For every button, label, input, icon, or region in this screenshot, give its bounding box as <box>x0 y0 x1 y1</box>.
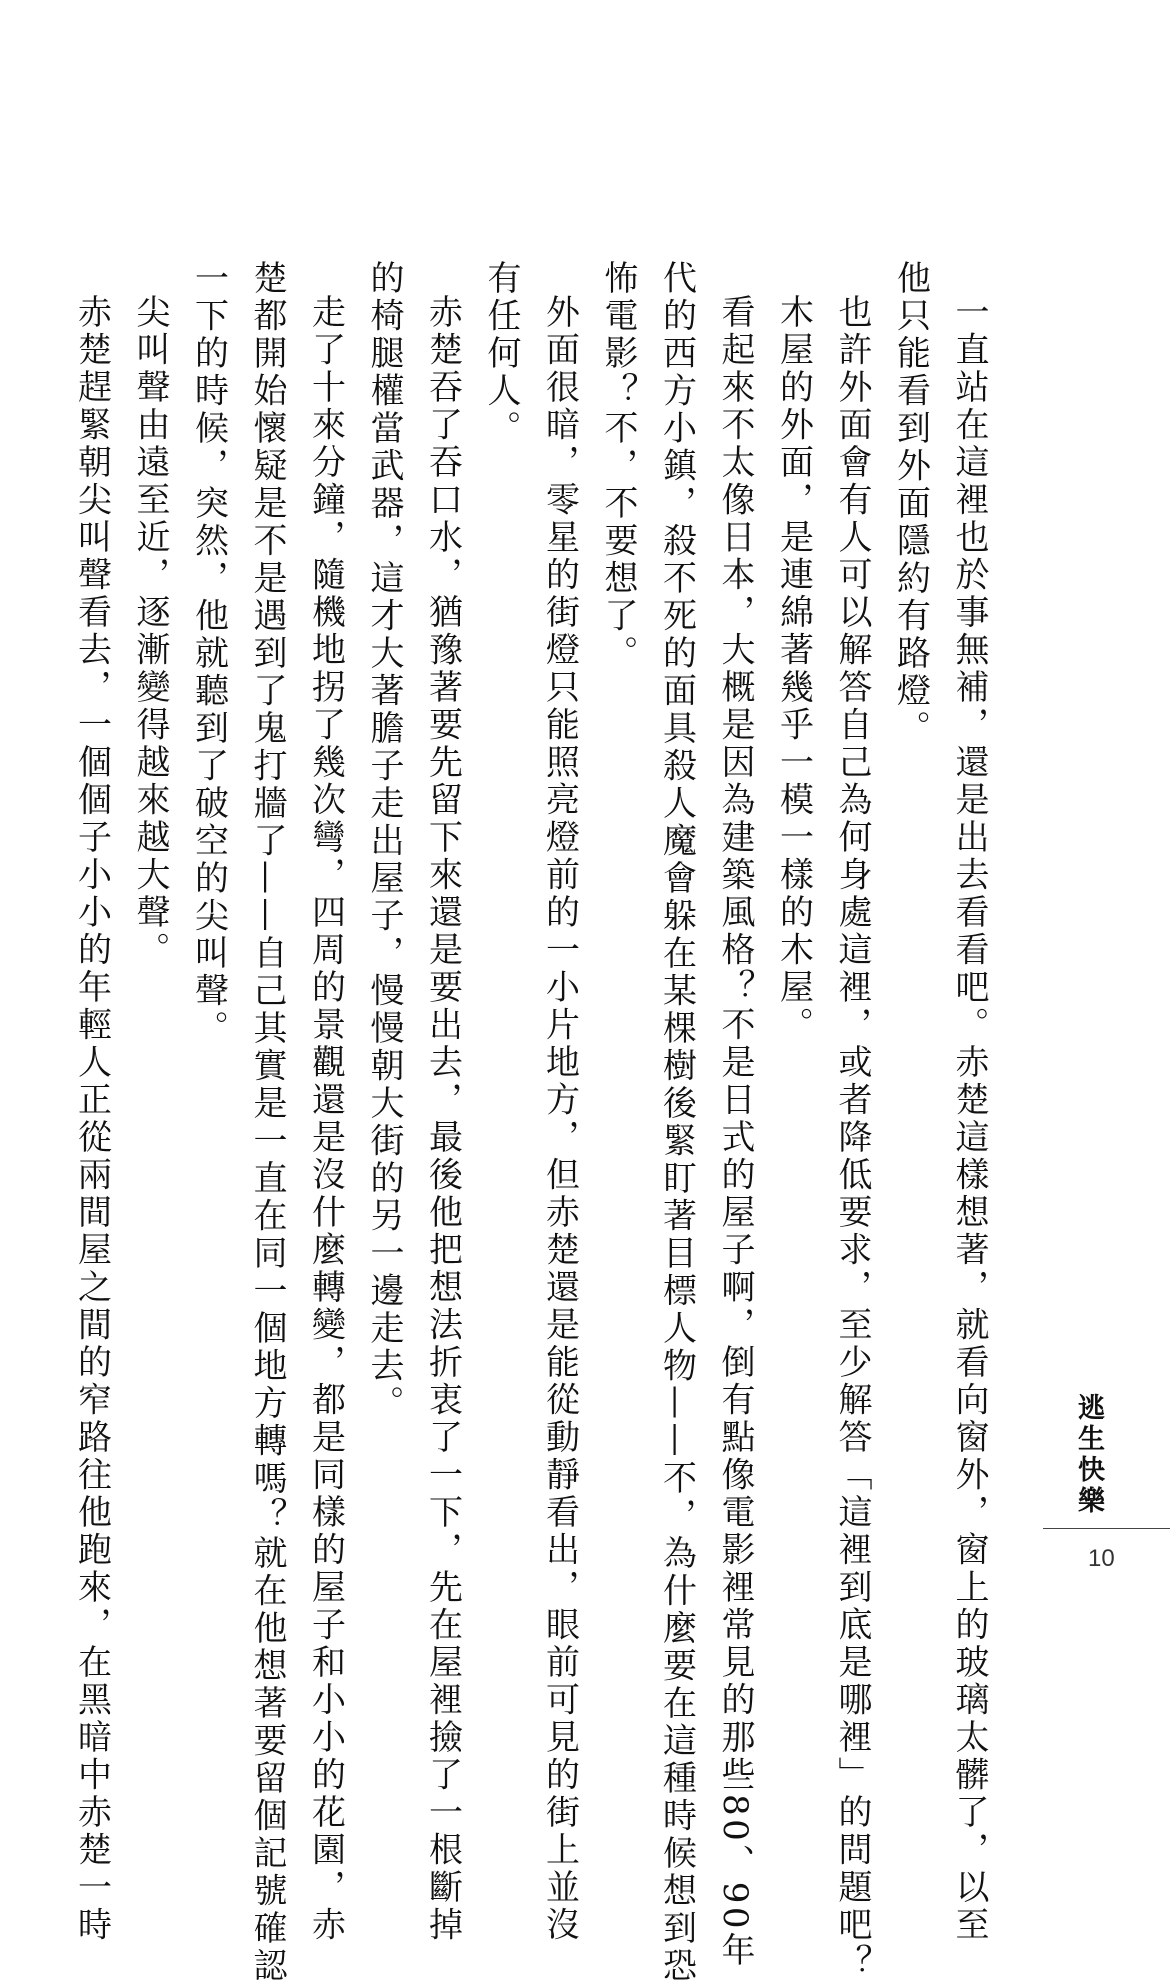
paragraph-line: 外面很暗，零星的街燈只能照亮燈前的一小片地方，但赤楚還是能從動靜看出，眼前可見的街上並沒 <box>539 294 580 1944</box>
running-title: 逃生快樂 <box>1073 1393 1104 1517</box>
paragraph-line: 走了十來分鐘，隨機地拐了幾次彎，四周的景觀還是沒什麼轉變，都是同樣的屋子和小小的花園，赤 <box>305 294 346 1944</box>
paragraph-line: 代的西方小鎮，殺不死的面具殺人魔會躲在某棵樹後緊盯著目標人物——不，為什麼要在這種時候想到恐 <box>656 260 697 1985</box>
page-number: 10 <box>1088 1545 1115 1572</box>
paragraph-line: 有任何人。 <box>481 260 521 448</box>
paragraph-line: 赤楚吞了吞口水，猶豫著要先留下來還是要出去，最後他把想法折衷了一下，先在屋裡撿了一根斷掉 <box>422 294 463 1944</box>
paragraph-line: 赤楚趕緊朝尖叫聲看去，一個個子小小的年輕人正從兩間屋之間的窄路往他跑來，在黑暗中赤楚一時 <box>71 294 112 1944</box>
footer-divider <box>1043 1528 1170 1529</box>
paragraph-line: 也許外面會有人可以解答自己為何身處這裡，或者降低要求，至少解答「這裡到底是哪裡」的問題吧？ <box>832 294 872 1982</box>
paragraph-line: 一下的時候，突然，他就聽到了破空的尖叫聲。 <box>188 260 229 1048</box>
paragraph-line: 一直站在這裡也於事無補，還是出去看看吧。赤楚這樣想著，就看向窗外，窗上的玻璃太髒了，以至 <box>949 294 989 1944</box>
paragraph-line: 看起來不太像日本，大概是因為建築風格？不是日式的屋子啊，倒有點像電影裡常見的那些80、90年 <box>715 294 755 1970</box>
paragraph-line: 的椅腿權當武器，這才大著膽子走出屋子，慢慢朝大街的另一邊走去。 <box>364 260 404 1423</box>
paragraph-line: 尖叫聲由遠至近，逐漸變得越來越大聲。 <box>130 294 170 969</box>
paragraph-line: 木屋的外面，是連綿著幾乎一模一樣的木屋。 <box>773 294 814 1044</box>
body-text <box>71 260 998 1985</box>
paragraph-line: 他只能看到外面隱約有路燈。 <box>890 260 931 748</box>
paragraph-line: 怖電影？不，不要想了。 <box>598 260 638 673</box>
paragraph-line: 楚都開始懷疑是不是遇到了鬼打牆了——自己其實是一直在同一個地方轉嗎？就在他想著要留個記號確認 <box>247 260 287 1985</box>
